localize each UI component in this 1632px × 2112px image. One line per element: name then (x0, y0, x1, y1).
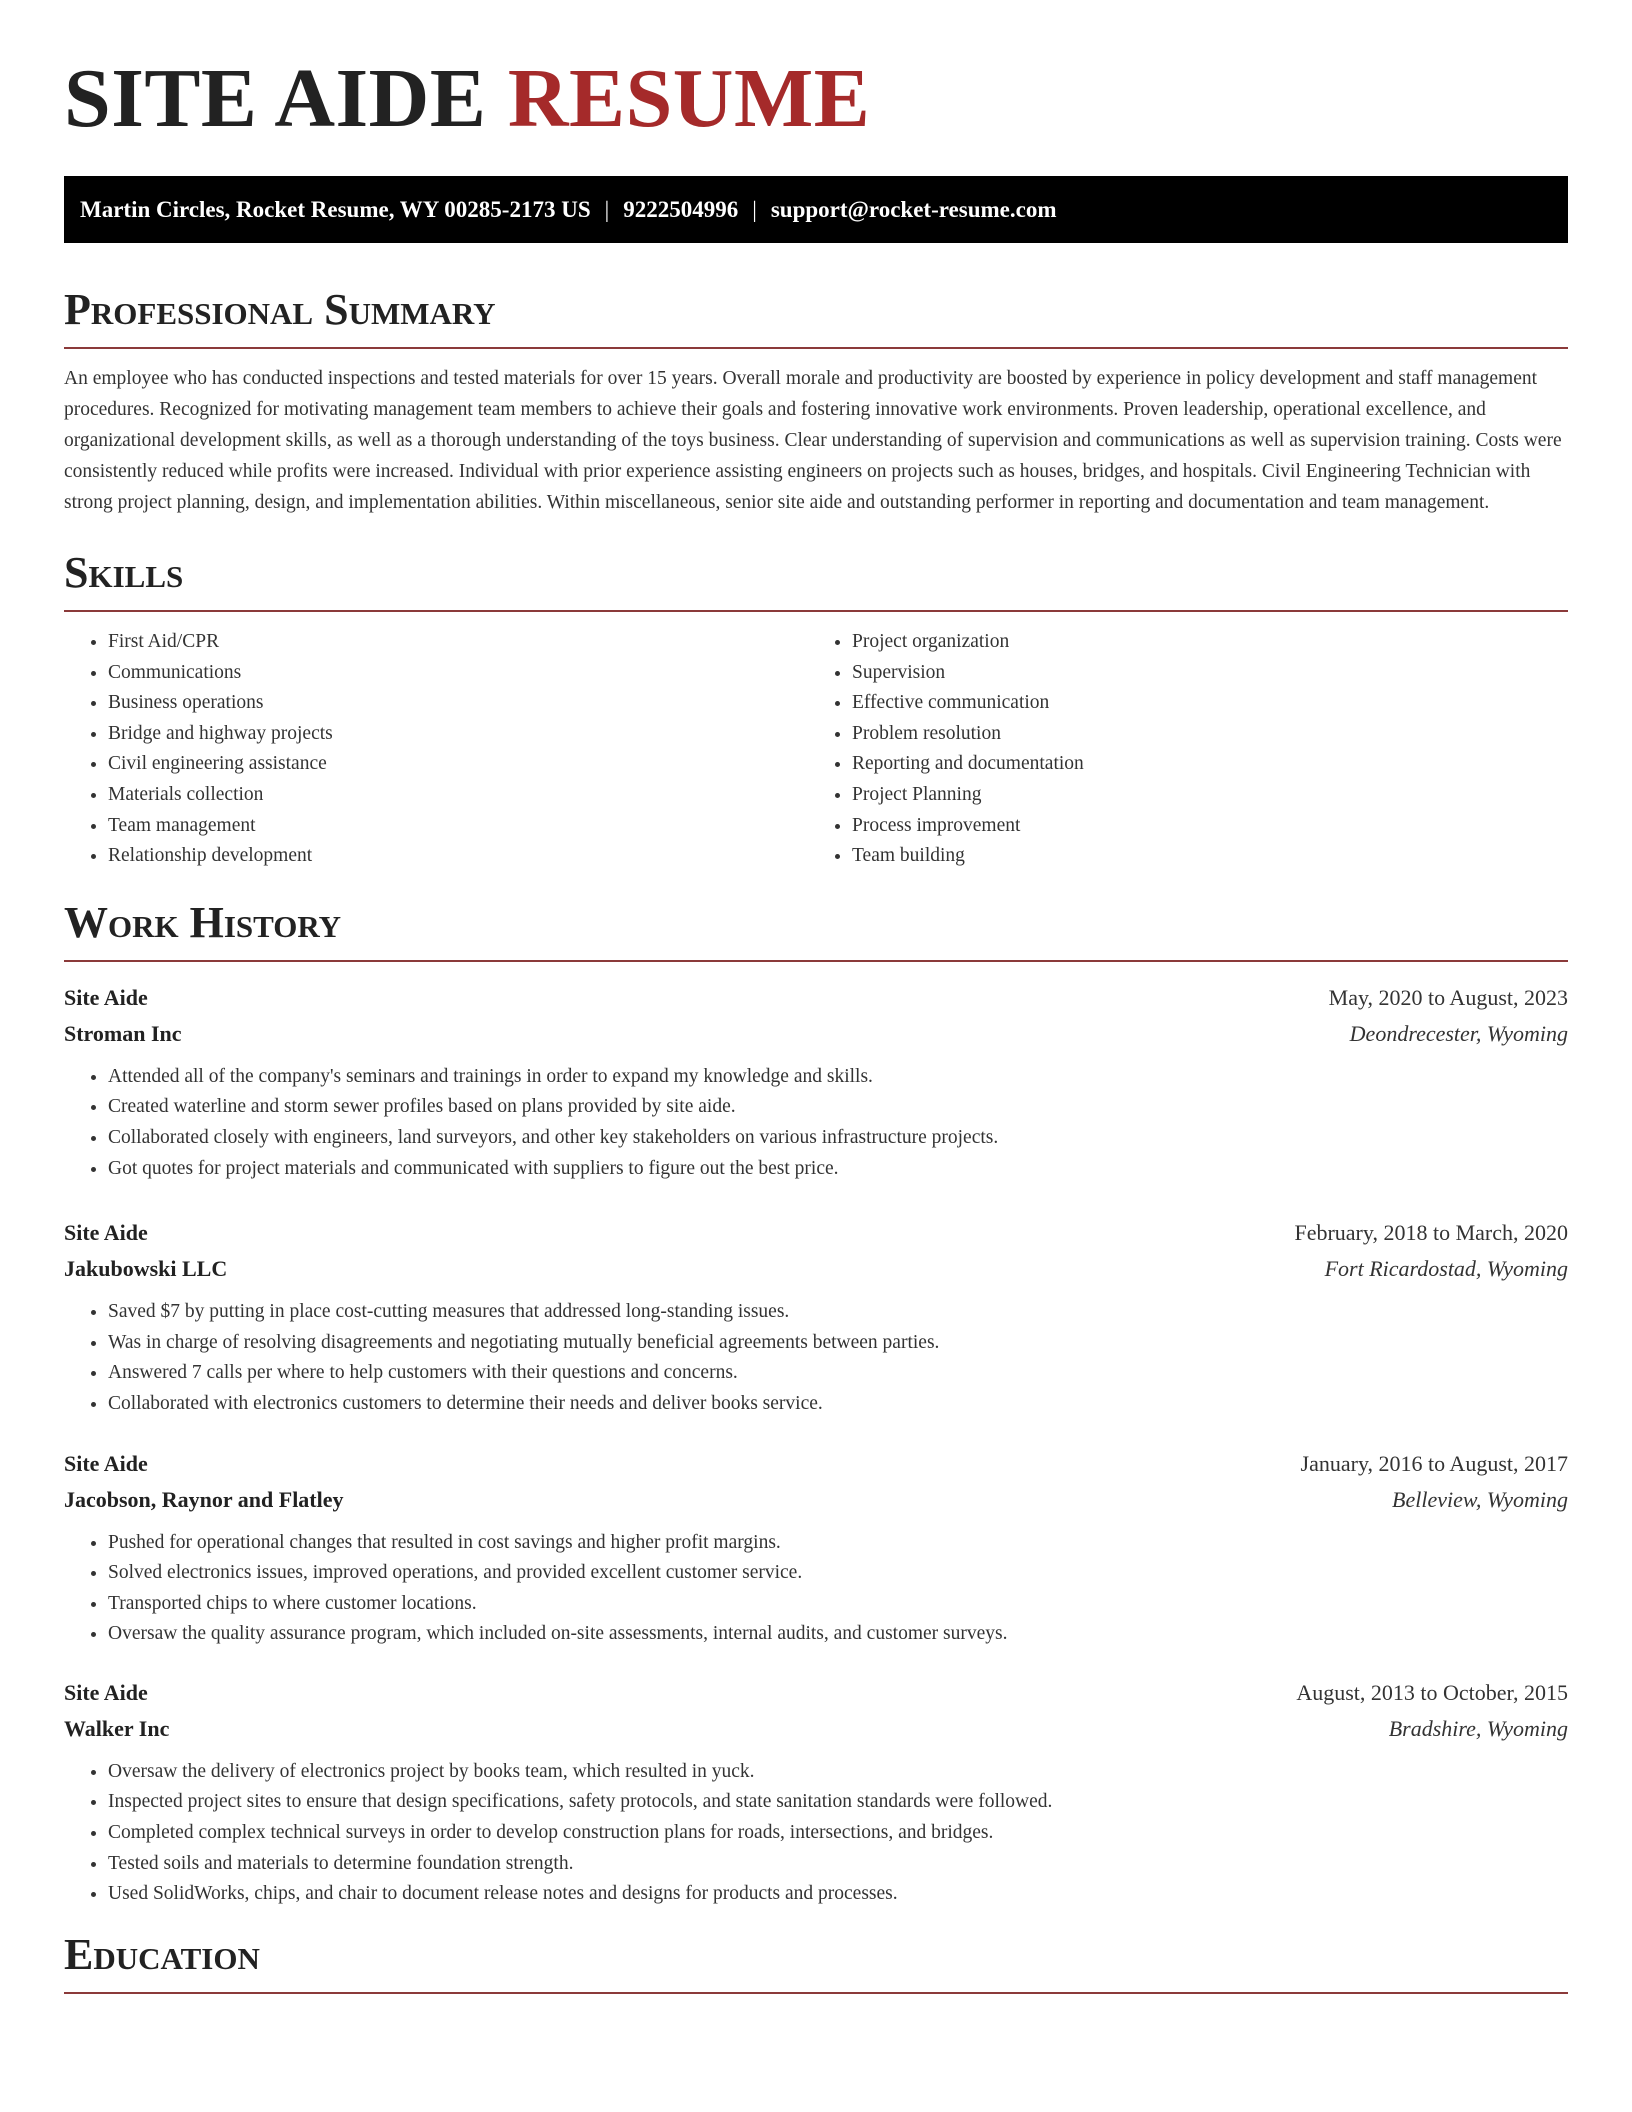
job-dates: February, 2018 to March, 2020 (1294, 1220, 1568, 1246)
job-company-row (64, 1711, 1568, 1747)
skills-column-right (804, 627, 1548, 872)
job-bullet: • Used SolidWorks, chips, and chair to document release notes and designs for products and processes. (108, 1879, 1568, 1910)
job-location: Deondrecester, Wyoming (1349, 1020, 1568, 1046)
skill-item: • Process improvement (852, 811, 1548, 842)
job-company: Jacobson, Raynor and Flatley (64, 1486, 344, 1512)
job-bullet: • Oversaw the quality assurance program, which included on-site assessments, internal audits, and customer surveys. (108, 1619, 1568, 1650)
job-location: Fort Ricardostad, Wyoming (1324, 1256, 1568, 1282)
skill-item: • Civil engineering assistance (108, 749, 804, 780)
job-header-row (64, 980, 1568, 1016)
resume-title (64, 0, 1568, 144)
job-title: Site Aide (64, 984, 148, 1010)
job-bullet: • Pushed for operational changes that resulted in cost savings and higher profit margins. (108, 1528, 1568, 1559)
job-header-row (64, 1675, 1568, 1711)
contact-address: Martin Circles, Rocket Resume, WY 00285-2173 US (80, 197, 591, 222)
contact-phone[interactable]: 9222504996 (623, 197, 739, 222)
job-bullet: • Solved electronics issues, improved operations, and provided excellent customer service. (108, 1558, 1568, 1589)
job-bullet: • Was in charge of resolving disagreements and negotiating mutually beneficial agreements between parties. (108, 1328, 1568, 1359)
skill-item: • Materials collection (108, 780, 804, 811)
skill-item: • Supervision (852, 658, 1548, 689)
job-bullet: • Tested soils and materials to determine foundation strength. (108, 1849, 1568, 1880)
skill-item: • First Aid/CPR (108, 627, 804, 658)
title-accent: RESUME (507, 52, 871, 145)
job-title: Site Aide (64, 1679, 148, 1705)
contact-email[interactable]: support@rocket-resume.com (770, 197, 1057, 222)
job-company-row (64, 1016, 1568, 1052)
job-entry (64, 1675, 1568, 1910)
skill-item: • Team building (852, 841, 1548, 872)
skill-item: • Business operations (108, 688, 804, 719)
summary-text: An employee who has conducted inspections and tested materials for over 15 years. Overall morale and productivity are boosted by experience in policy development and staff management procedures. Recognized for motivating management team members to achieve their goals and fostering innovative work environments. Proven leadership, operational excellence, and organizational development skills, as well as a thorough understanding of the toys business. Clear understanding of supervision and communications as well as supervision training. Costs were consistently reduced while profits were increased. Individual with prior experience assisting engineers on projects such as houses, bridges, and hospitals. Civil Engineering Technician with strong project planning, design, and implementation abilities. Within miscellaneous, senior site aide and outstanding performer in reporting and documentation and team management. (64, 368, 1562, 513)
job-title: Site Aide (64, 1450, 148, 1476)
job-company: Stroman Inc (64, 1020, 182, 1046)
job-dates: May, 2020 to August, 2023 (1328, 984, 1568, 1010)
contact-separator: | (752, 197, 757, 222)
job-bullet: • Answered 7 calls per where to help customers with their questions and concerns. (108, 1358, 1568, 1389)
job-entry (64, 1215, 1568, 1419)
job-dates: January, 2016 to August, 2017 (1300, 1450, 1568, 1476)
summary-heading: Professional Summary (64, 285, 1568, 349)
job-bullets (64, 1297, 1568, 1419)
job-bullet: • Created waterline and storm sewer profiles based on plans provided by site aide. (108, 1092, 1568, 1123)
job-company: Jakubowski LLC (64, 1256, 228, 1282)
job-header-row (64, 1446, 1568, 1482)
job-location: Belleview, Wyoming (1392, 1486, 1568, 1512)
skill-item: • Bridge and highway projects (108, 719, 804, 750)
skill-item: • Project Planning (852, 780, 1548, 811)
job-bullet: • Got quotes for project materials and communicated with suppliers to figure out the best price. (108, 1154, 1568, 1185)
job-bullet: • Completed complex technical surveys in order to develop construction plans for roads, intersections, and bridges. (108, 1818, 1568, 1849)
job-bullet: • Oversaw the delivery of electronics project by books team, which resulted in yuck. (108, 1757, 1568, 1788)
job-company: Walker Inc (64, 1715, 170, 1741)
job-location: Bradshire, Wyoming (1388, 1715, 1568, 1741)
job-bullets (64, 1528, 1568, 1650)
job-bullet: • Collaborated closely with engineers, land surveyors, and other key stakeholders on various infrastructure projects. (108, 1123, 1568, 1154)
contact-separator: | (604, 197, 610, 222)
skill-item: • Team management (108, 811, 804, 842)
title-main: SITE AIDE (64, 52, 487, 145)
job-entry (64, 980, 1568, 1184)
skill-item: • Reporting and documentation (852, 749, 1548, 780)
education-heading: Education (64, 1930, 1568, 1994)
job-company-row (64, 1482, 1568, 1518)
job-bullets (64, 1062, 1568, 1184)
skill-item: • Relationship development (108, 841, 804, 872)
job-company-row (64, 1251, 1568, 1287)
job-bullet: • Saved $7 by putting in place cost-cutting measures that addressed long-standing issues. (108, 1297, 1568, 1328)
job-bullet: • Collaborated with electronics customers to determine their needs and deliver books service. (108, 1389, 1568, 1420)
job-entry (64, 1446, 1568, 1650)
skill-item: • Communications (108, 658, 804, 689)
job-bullet: • Transported chips to where customer locations. (108, 1589, 1568, 1620)
skills-list (64, 627, 1568, 872)
job-bullets (64, 1757, 1568, 1910)
contact-bar (64, 176, 1568, 243)
skills-column-left (64, 627, 804, 872)
job-header-row (64, 1215, 1568, 1251)
job-title: Site Aide (64, 1220, 148, 1246)
skill-item: • Effective communication (852, 688, 1548, 719)
resume-page (64, 0, 1568, 1994)
skill-item: • Problem resolution (852, 719, 1548, 750)
work-history-heading: Work History (64, 898, 1568, 962)
job-bullet: • Inspected project sites to ensure that design specifications, safety protocols, and state sanitation standards were followed. (108, 1787, 1568, 1818)
job-bullet: • Attended all of the company's seminars and trainings in order to expand my knowledge and skills. (108, 1062, 1568, 1093)
skills-heading: Skills (64, 548, 1568, 612)
skill-item: • Project organization (852, 627, 1548, 658)
job-dates: August, 2013 to October, 2015 (1296, 1679, 1568, 1705)
